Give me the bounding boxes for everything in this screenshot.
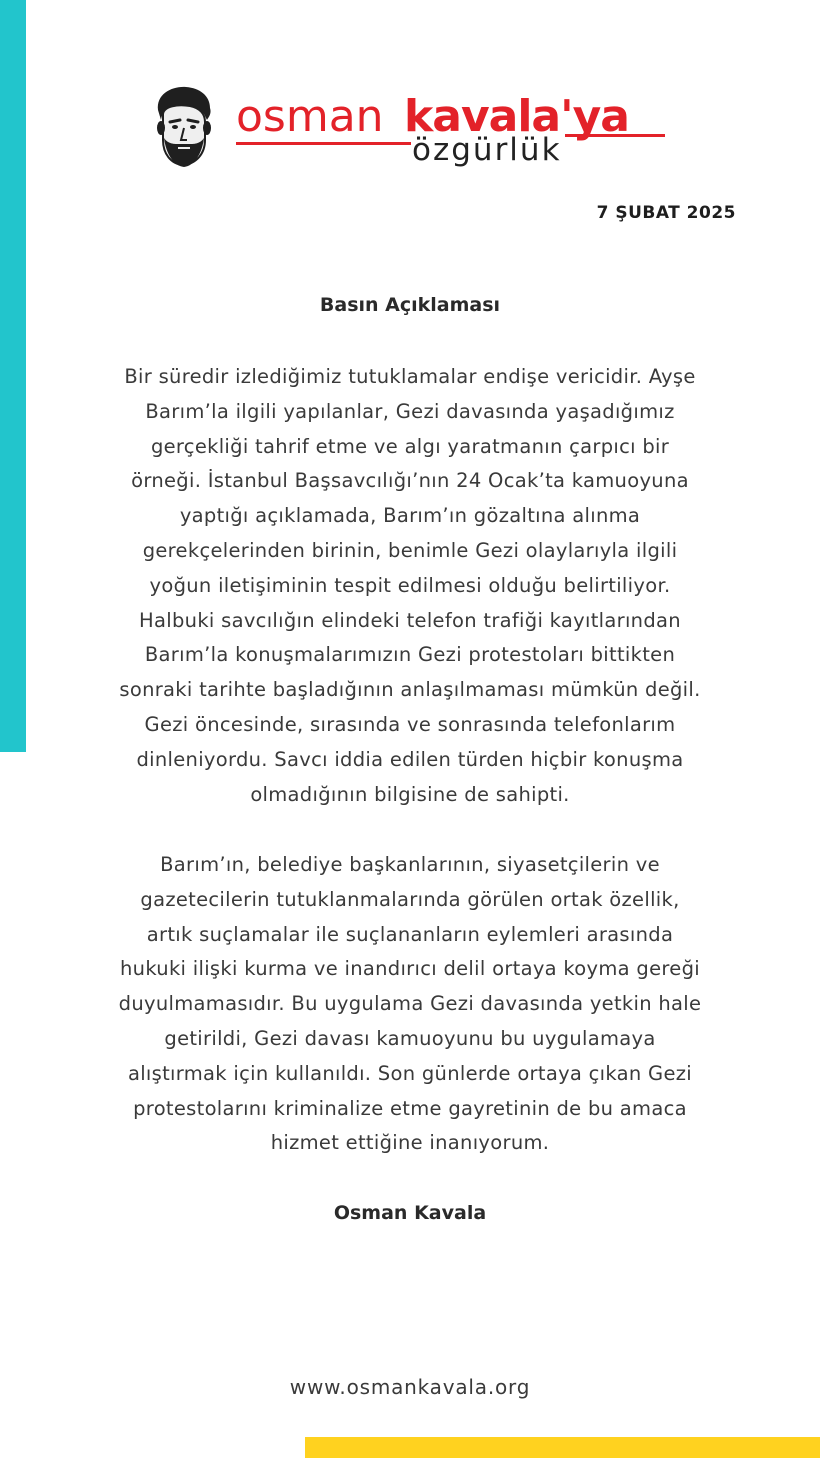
text-line: artık suçlamalar ile suçlananların eylemleri arasında: [146, 922, 674, 946]
text-line: Gezi öncesinde, sırasında ve sonrasında telefonlarım: [144, 712, 676, 736]
text-line: hizmet ettiğine inanıyorum.: [270, 1131, 550, 1155]
text-line: Halbuki savcılığın elindeki telefon trafiği kayıtlarından: [139, 608, 681, 632]
text-line: gazetecilerin tutuklanmalarında görülen ortak özellik,: [140, 887, 680, 911]
text-line: sonraki tarihte başladığının anlaşılmaması mümkün değil.: [119, 678, 701, 702]
logo-word-kavalaya: kavala'ya: [404, 91, 629, 142]
text-line: Barım’ın, belediye başkanlarının, siyasetçilerin ve: [160, 853, 660, 876]
date: 7 ŞUBAT 2025: [596, 203, 736, 223]
logo-word-ozgurluk: özgürlük: [412, 132, 562, 168]
paragraph-2: [60, 848, 760, 1161]
portrait-icon: [157, 87, 211, 167]
logo-word-osman: osman: [236, 91, 384, 142]
yellow-bottom-bar: [305, 1437, 820, 1458]
text-line: gerçekliği tahrif etme ve algı yaratmanın çarpıcı bir: [150, 434, 670, 458]
text-line: gerekçelerinden birinin, benimle Gezi olaylarıyla ilgili: [142, 538, 678, 562]
page-title: Basın Açıklaması: [319, 294, 501, 316]
website-link[interactable]: www.osmankavala.org: [289, 1375, 531, 1399]
logo: [150, 84, 680, 174]
text-line: olmadığının bilgisine de sahipti.: [250, 782, 570, 806]
text-line: dinleniyordu. Savcı iddia edilen türden hiçbir konuşma: [136, 747, 684, 771]
signature: Osman Kavala: [333, 1202, 487, 1224]
text-line: Barım’la konuşmalarımızın Gezi protestoları bittikten: [144, 643, 676, 667]
text-line: Barım’la ilgili yapılanlar, Gezi davasında yaşadığımız: [145, 399, 675, 423]
text-line: örneği. İstanbul Başsavcılığı’nın 24 Ocak’ta kamuoyuna: [131, 469, 689, 493]
text-line: yaptığı açıklamada, Barım’ın gözaltına alınma: [179, 504, 641, 528]
text-line: yoğun iletişiminin tespit edilmesi olduğu belirtiliyor.: [149, 573, 671, 597]
paragraph-1: [60, 360, 760, 812]
text-line: alıştırmak için kullanıldı. Son günlerde ortaya çıkan Gezi: [127, 1061, 693, 1085]
teal-side-bar: [0, 0, 26, 752]
text-line: protestolarını kriminalize etme gayretinin de bu amaca: [133, 1096, 687, 1120]
text-line: Bir süredir izlediğimiz tutuklamalar endişe vericidir. Ayşe: [124, 365, 696, 388]
text-line: duyulmamasıdır. Bu uygulama Gezi davasında yetkin hale: [118, 992, 702, 1016]
text-line: getirildi, Gezi davası kamuoyunu bu uygulamaya: [164, 1026, 656, 1050]
text-line: hukuki ilişki kurma ve inandırıcı delil ortaya koyma gereği: [120, 957, 700, 981]
